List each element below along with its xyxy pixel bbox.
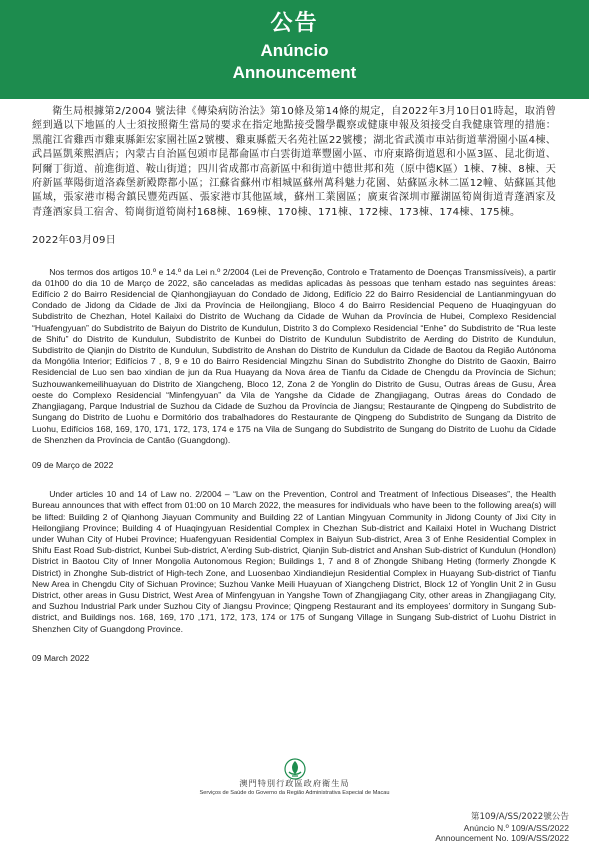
title-chinese: 公告 — [270, 11, 319, 36]
chinese-paragraph: 衛生局根據第2/2004 號法律《傳染病防治法》第10條及第14條的規定，自2022年3月10日01時起，取消曾經到過以下地區的人士須按照衛生當局的要求在指定地點接受醫學觀察或健康申報及須接受自我健康管理的措施：黑龍江省雞西市雞東縣鉅宏家園社區2號樓、雞東縣藍天名苑社區22號樓；湖北省武漢市車站街道華滑園小區4棟、武昌區凱萊熙酒店；內蒙古自治區包頭市昆都侖區市白雲街道華豐園小區、市府東路街道恩和小區3區、昆北街道、阿爾丁街道、前進街道、鞍山街道；四川省成都市高新區中和街道中德世邦和苑（原中德K區）1棟、7棟、8棟、天府新區華陽街道洛森堡新殿際都小區；江蘇省蘇州市相城區蘇州萬科魅力花園、姑蘇區永林二區12幢、姑蘇區其他區域，張家港市楊舍鎮民豐苑西區、張家港市其他區域，蘇州工業園區；廣東省深圳市羅湖區筍崗街道青蓬酒家及青蓬酒家員工宿舍、筍崗街道筍崗村168棟、169棟、170棟、171棟、172棟、173棟、174棟、175棟。 — [32, 106, 556, 218]
reference-chinese: 第109/A/SS/2022號公告 — [470, 812, 569, 822]
reference-portuguese: Anúncio N.º 109/A/SS/2022 — [463, 822, 569, 833]
reference-english: Announcement No. 109/A/SS/2022 — [435, 833, 569, 844]
health-bureau-logo-icon — [284, 758, 306, 780]
announcement-reference — [435, 812, 569, 844]
announcement-body — [32, 105, 556, 664]
title-english: Announcement — [232, 63, 357, 82]
title-portuguese: Anúncio — [260, 41, 329, 60]
portuguese-date: 09 de Março de 2022 — [32, 459, 114, 470]
portuguese-paragraph: Nos termos dos artigos 10.º e 14.º da Lei n.º 2/2004 (Lei de Prevenção, Controlo e Tratamento de Doenças Transmissíveis), a partir da 01h00 do dia 10 de Março de 2022, são canceladas as medidas aplicadas às pessoas que tenham estado nas seguintes áreas: Edifício 2 do Bairro Residencial de Qianhongjiayuan do Condado de Jidong, Edifício 22 do Bairro Residencial de Lantianmingyuan do Condado de Jidong da Cidade de Jixi da Província de Heilongjiang, Bloco 4 do Bairro Residencial Pequeno de Huaqingyuan do Subdistrito de Chezhan, Hotel Kailaixi do Distrito de Wuchang da Cidade de Wuhan da Província de Hubei, Complexo Residencial “Huafengyuan” do Subdistrito de Baiyun do Distrito de Kundulun, Distrito 3 do Complexo Residencial “Enhe” do Subdistrito de “Rua leste de Shifu” do Distrito de Kundulun, Subdistrito de Kunbei do Distrito de Kundulun Subdistrito de Aerding do Distrito de Kundulun, Subdistrito de Qianjin do Distrito de Kundulun, Subdistrito de Anshan do Distrito de Kundulun da Cidade de Baotou da Região Autónoma da Mongólia Interior; Edifícios 7 , 8, 9 e 10 do Bairro Residencial Mingzhu Sinan do Subdistrito Zhonghe do Distrito de Gaoxin, Bairro Residencial de Luo sen bao xindian de jun da Rua Huayang da Nova área de Tianfu da Cidade de Chengdu da Província de Sichun; Suzhouwankemeilihuayuan do Distrito de Xiangcheng, Bloco 12, Zona 2 de Yonglin do Distrito de Gusu, Outras áreas de Gusu, Área oeste do Complexo Residencial “Minfengyuan” da Vila de Yangshe da Cidade de Zhangjiagang, Outras áreas do Condado de Zhangjiagang, Parque Industrial de Suzhou da Cidade de Suzhou da Província de Jiangsu; Restaurante de Qingpeng do Subdistrito de Sungang do Distrito de Luohu e Dormitório dos trabalhadores do Restaurante de Qingpeng do Subdistrito de Sungang da Distrito de Luohu, Edifícios 168, 169, 170, 171, 172, 173, 174 e 175 na Vila de Sungang do Subdistrito de Sungang do Distrito de Luohu da Cidade de Shenzhen da Província de Cantão (Guangdong). — [32, 266, 556, 445]
government-name-portuguese: Serviços de Saúde do Governo da Região Administrativa Especial de Macau — [199, 790, 390, 796]
government-name-chinese: 澳門特別行政區政府衛生局 — [239, 778, 350, 788]
announcement-header — [0, 0, 589, 99]
english-paragraph: Under articles 10 and 14 of Law no. 2/2004 – “Law on the Prevention, Control and Treatment of Infectious Diseases”, the Health Bureau announces that with effect from 01:00 on 10 March 2022, the measures for individuals who have been to the following area(s) will be lifted: Building 2 of Qianhong Jiayuan Community and Building 22 of Lantian Mingyuan Community in Jidong County of Jixi City in Heilongjiang Province; Building 4 of Huaqingyuan Residential Complex in Chezhan Sub-district and Kailaixi Hotel in Wuchang District under Wuhan City of Hubei Province; Huafengyuan Residential Complex in Baiyun Sub-district, Area 3 of Enhe Residential Complex in Shifu East Road Sub-district, Kunbei Sub-district, A'erding Sub-district, Qianjin Sub-district and Anshan Sub-district of Kundulun (Hondlon) District in Baotou City of Inner Mongolia Autonomous Region; Buildings 1, 7 and 8 of Zhongde Shibang Heting (formerly Zhongde K District) in Zhonghe Sub-district of High-tech Zone, and Luosenbao Xindiandiejun Residential Complex in Huayang Sub-district of Tianfu New Area in Chengdu City of Sichuan Province; Suzhou Vanke Meili Huayuan of Xiangcheng District, Block 12 of Yonglin Unit 2 in Gusu District, other areas in Gusu District, West Area of Minfengyuan in Yangshe Town of Zhangjiagang City, other areas in Zhangjiagang City, and Suzhou Industrial Park under Suzhou City of Jiangsu Province; Qingpeng Restaurant and its employees’ dormitory in Sungang Sub-district, and Buildings nos. 168, 169, 170 ,171, 172, 173, 174 or 175 of Sungang Village in Sungang Sub-district of Luohu District in Shenzhen City of Guangdong Province. — [32, 489, 556, 634]
chinese-date: 2022年03月09日 — [32, 235, 116, 247]
english-date: 09 March 2022 — [32, 652, 90, 663]
